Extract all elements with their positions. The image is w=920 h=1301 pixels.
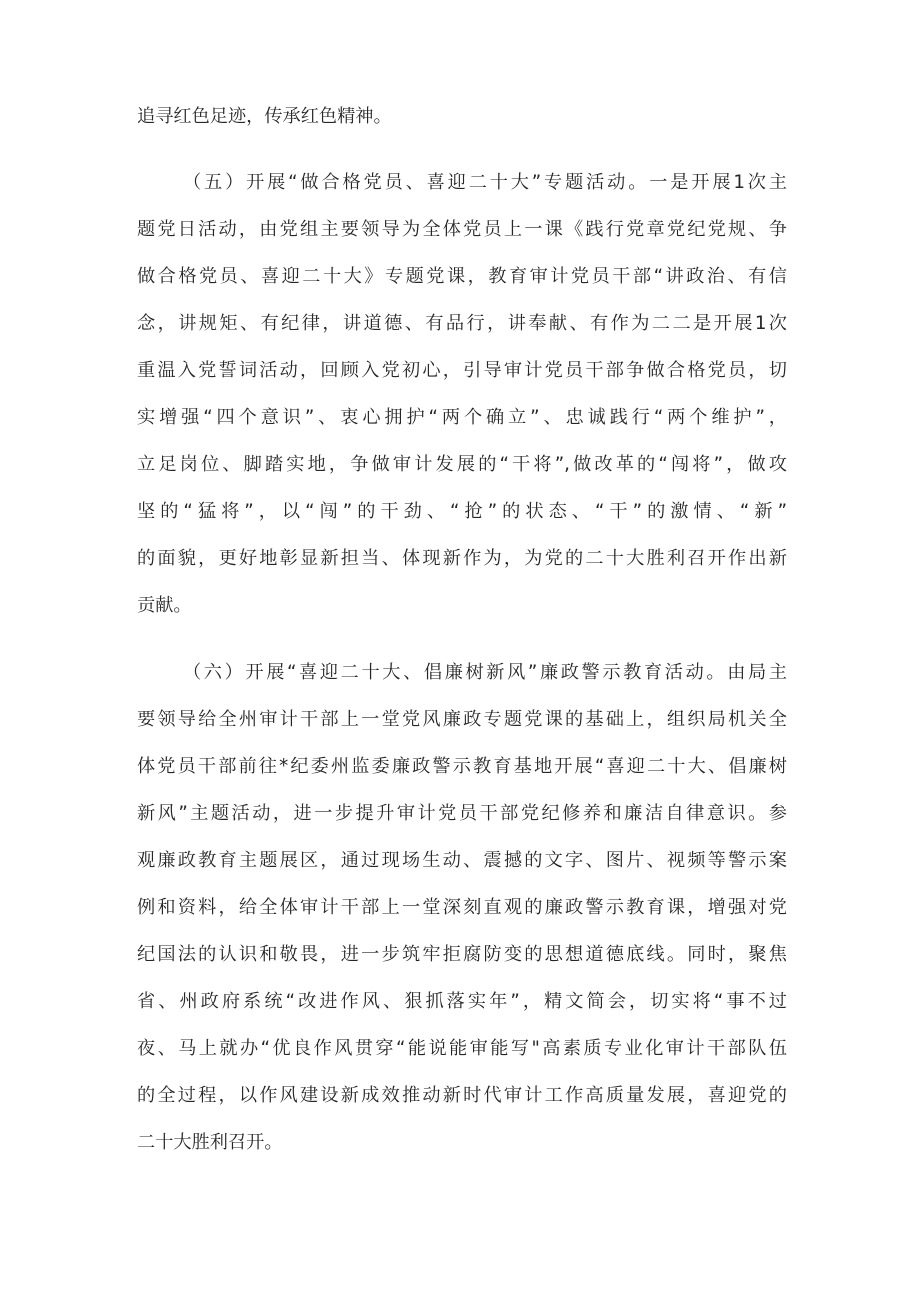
paragraph-line: 新风”主题活动，进一步提升审计党员干部党纪修养和廉洁自律意识。参 [137,803,787,824]
paragraph-line: 实增强“四个意识”、衷心拥护“两个确立”、忠诚践行“两个维护”， [137,407,787,428]
paragraph-line: 贡献。 [137,595,192,616]
paragraph-line: （五）开展“做合格党员、喜迎二十大”专题活动。一是开展1次主 [183,172,787,193]
paragraph-line: （六）开展“喜迎二十大、倡廉树新风”廉政警示教育活动。由局主 [183,662,787,683]
paragraph-line: 的面貌，更好地彰显新担当、体现新作为，为党的二十大胜利召开作出新 [137,548,787,569]
paragraph-line: 追寻红色足迹，传承红色精神。 [137,106,392,127]
paragraph-line: 的全过程，以作风建设新成效推动新时代审计工作高质量发展，喜迎党的 [137,1085,787,1106]
paragraph-line: 夜、马上就办“优良作风贯穿“能说能审能写"高素质专业化审计干部队伍 [137,1038,787,1059]
paragraph-line: 二十大胜利召开。 [137,1132,283,1153]
paragraph-line: 做合格党员、喜迎二十大》专题党课，教育审计党员干部“讲政治、有信 [137,266,787,287]
paragraph-line: 念，讲规矩、有纪律，讲道德、有品行，讲奉献、有作为二二是开展1次 [137,313,787,334]
paragraph-line: 立足岗位、脚踏实地，争做审计发展的“干将”,做改革的“闯将”，做攻 [137,454,787,475]
paragraph-line: 题党日活动，由党组主要领导为全体党员上一课《践行党章党纪党规、争 [137,219,787,240]
paragraph-line: 体党员干部前往*纪委州监委廉政警示教育基地开展“喜迎二十大、倡廉树 [137,756,787,777]
paragraph-line: 省、州政府系统“改进作风、狠抓落实年”，精文简会，切实将“事不过 [137,991,787,1012]
paragraph-line: 纪国法的认识和敬畏，进一步筑牢拒腐防变的思想道德底线。同时，聚焦 [137,944,787,965]
paragraph-line: 坚的“猛将”，以“闯”的干劲、“抢”的状态、“干”的激情、“新” [137,501,787,522]
paragraph-line: 观廉政教育主题展区，通过现场生动、震撼的文字、图片、视频等警示案 [137,850,787,871]
paragraph-line: 重温入党誓词活动，回顾入党初心，引导审计党员干部争做合格党员，切 [137,360,787,381]
paragraph-line: 要领导给全州审计干部上一堂党风廉政专题党课的基础上，组织局机关全 [137,709,787,730]
paragraph-line: 例和资料，给全体审计干部上一堂深刻直观的廉政警示教育课，增强对党 [137,897,787,918]
